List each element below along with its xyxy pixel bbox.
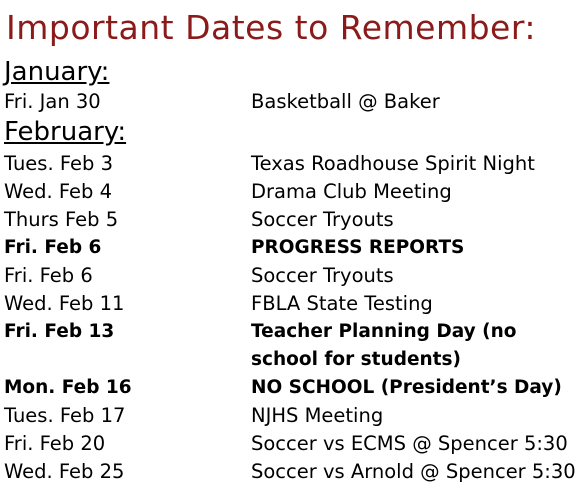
event-description: Texas Roadhouse Spirit Night xyxy=(251,152,535,175)
event-date: Thurs Feb 5 xyxy=(4,208,119,231)
month-heading-january: January: xyxy=(4,57,110,87)
event-date: Mon. Feb 16 xyxy=(4,377,132,398)
event-row xyxy=(0,402,586,430)
event-description: Basketball @ Baker xyxy=(251,90,440,113)
event-row xyxy=(0,234,586,262)
event-date: Wed. Feb 11 xyxy=(4,292,125,315)
event-description: Soccer vs ECMS @ Spencer 5:30 xyxy=(251,432,568,455)
event-row xyxy=(0,458,586,486)
event-row xyxy=(0,374,586,402)
event-date: Fri. Jan 30 xyxy=(4,90,101,113)
event-description: Soccer Tryouts xyxy=(251,264,394,287)
event-date: Tues. Feb 17 xyxy=(4,404,126,427)
event-row xyxy=(0,178,586,206)
event-description: Teacher Planning Day (no xyxy=(251,321,517,342)
event-row xyxy=(0,150,586,178)
event-row xyxy=(0,262,586,290)
event-date: Fri. Feb 20 xyxy=(4,432,106,455)
event-description-continued: school for students) xyxy=(251,349,461,370)
event-row xyxy=(0,206,586,234)
event-row-continuation xyxy=(0,346,586,374)
event-date: Fri. Feb 6 xyxy=(4,264,93,287)
event-row xyxy=(0,290,586,318)
page-title: Important Dates to Remember: xyxy=(6,8,536,47)
event-description: Drama Club Meeting xyxy=(251,180,452,203)
event-description: NJHS Meeting xyxy=(251,404,384,427)
event-date: Tues. Feb 3 xyxy=(4,152,113,175)
event-row xyxy=(0,430,586,458)
event-row xyxy=(0,318,586,346)
event-date: Wed. Feb 4 xyxy=(4,180,113,203)
event-date: Wed. Feb 25 xyxy=(4,460,125,483)
event-row xyxy=(0,88,586,116)
event-date: Fri. Feb 6 xyxy=(4,237,102,258)
event-date: Fri. Feb 13 xyxy=(4,321,115,342)
event-description: Soccer vs Arnold @ Spencer 5:30 xyxy=(251,460,576,483)
event-description: NO SCHOOL (President’s Day) xyxy=(251,377,562,398)
month-heading-february: February: xyxy=(4,117,127,147)
event-description: Soccer Tryouts xyxy=(251,208,394,231)
event-description: PROGRESS REPORTS xyxy=(251,237,465,258)
event-description: FBLA State Testing xyxy=(251,292,433,315)
